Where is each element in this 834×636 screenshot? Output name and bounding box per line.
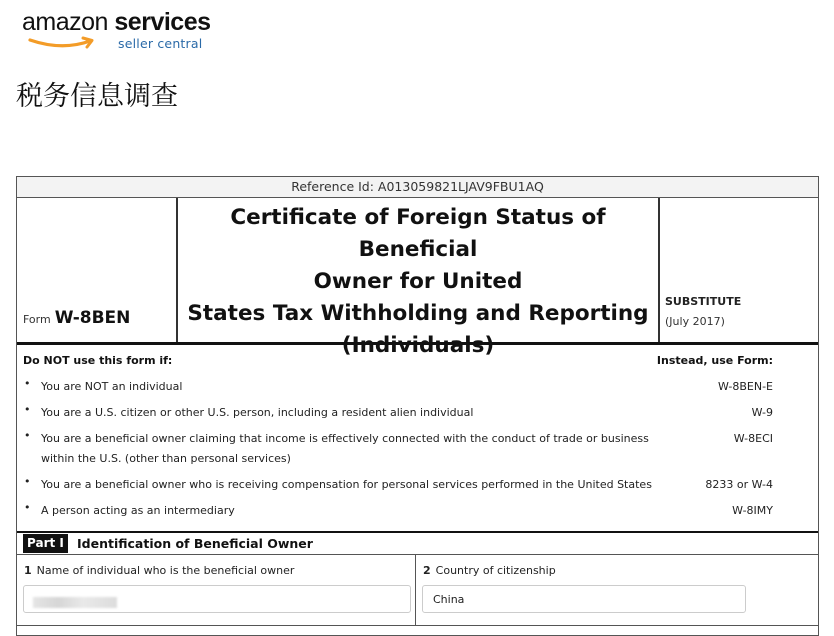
country-field-label: 2 Country of citizenship — [423, 564, 556, 577]
bullet-icon: • — [24, 429, 31, 442]
part-header — [17, 533, 818, 555]
alternative-form: W-8IMY — [732, 504, 773, 517]
substitute-label: SUBSTITUTE — [665, 295, 742, 308]
bullet-icon: • — [24, 501, 31, 514]
substitute-cell — [658, 198, 820, 342]
form-title-line: States Tax Withholding and Reporting — [187, 301, 649, 326]
condition-text: You are NOT an individual — [41, 380, 183, 393]
condition-text: You are a beneficial owner claiming that income is effectively connected with the conduct of trade or business within the U.S. (other than personal services) — [41, 432, 649, 465]
form-title — [178, 202, 658, 362]
form-header — [17, 198, 818, 358]
logo-subtitle: seller central — [118, 36, 203, 51]
alternative-form: 8233 or W-4 — [705, 478, 773, 491]
do-not-use-header: Do NOT use this form if: — [23, 354, 173, 367]
identification-fields — [17, 555, 818, 626]
condition-text: You are a beneficial owner who is receiving compensation for personal services performed in the United States — [41, 478, 652, 491]
reference-id: Reference Id: A013059821LJAV9FBU1AQ — [17, 177, 818, 198]
form-title-line: (Individuals) — [341, 333, 495, 358]
smile-arrow-icon — [28, 36, 98, 52]
form-title-line: Owner for United — [313, 269, 523, 294]
redacted-name — [33, 597, 117, 608]
alternative-form: W-8ECI — [733, 432, 773, 445]
page-title: 税务信息调查 — [16, 81, 178, 112]
logo-wordmark: amazon services — [22, 8, 211, 36]
amazon-services-logo — [22, 8, 212, 52]
form-id-cell — [17, 198, 178, 342]
country-field-cell — [416, 555, 818, 625]
part-title: Identification of Beneficial Owner — [77, 536, 313, 551]
name-field-label: 1 Name of individual who is the beneficial owner — [24, 564, 295, 577]
name-field-cell — [17, 555, 416, 625]
w8ben-form — [16, 176, 819, 636]
alternative-form: W-9 — [751, 406, 773, 419]
condition-text: A person acting as an intermediary — [41, 504, 235, 517]
alternative-form: W-8BEN-E — [717, 380, 773, 393]
substitute-date: (July 2017) — [665, 315, 725, 328]
do-not-use-section — [17, 345, 818, 533]
part-badge: Part I — [23, 534, 68, 553]
bullet-icon: • — [24, 475, 31, 488]
bullet-icon: • — [24, 377, 31, 390]
form-title-line: Certificate of Foreign Status of Beneficial — [230, 205, 606, 262]
country-of-citizenship-input[interactable]: China — [422, 585, 746, 613]
bullet-icon: • — [24, 403, 31, 416]
form-number: Form W-8BEN — [23, 308, 131, 328]
condition-text: You are a U.S. citizen or other U.S. person, including a resident alien individual — [41, 406, 474, 419]
instead-use-header: Instead, use Form: — [656, 354, 773, 367]
